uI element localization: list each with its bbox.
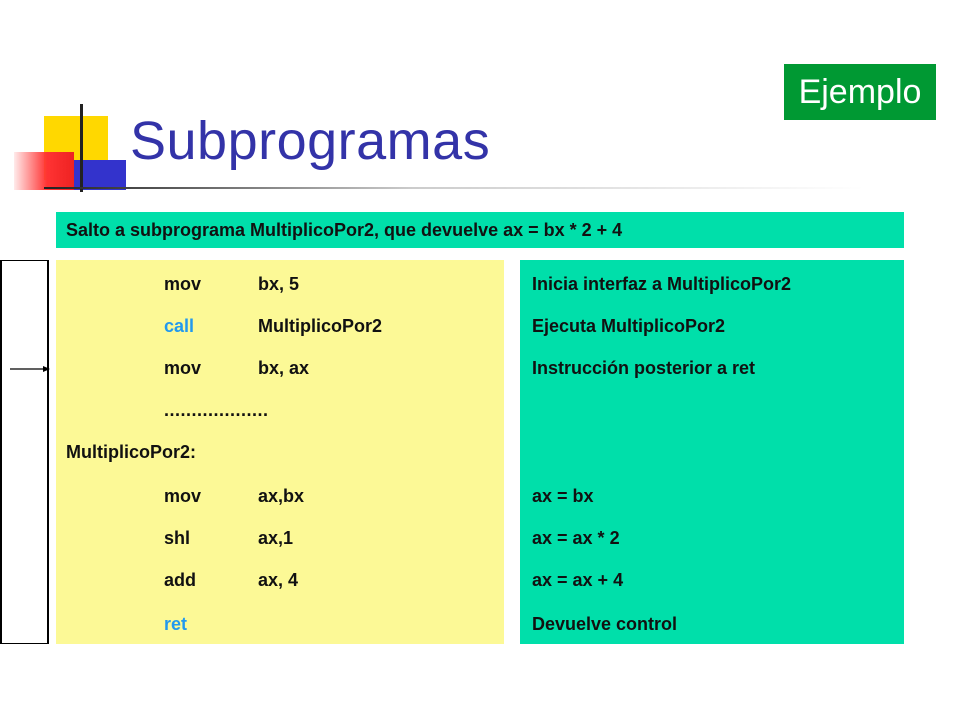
code-arg: MultiplicoPor2 [258,316,383,336]
code-description: Instrucción posterior a ret [532,358,756,378]
flow-bracket [0,260,48,644]
code-description: Ejecuta MultiplicoPor2 [532,316,726,336]
code-arg: bx, ax [258,358,310,378]
code-panel [56,260,504,644]
example-badge: Ejemplo [784,64,936,120]
decor-vertical-line [80,104,83,192]
flow-bracket-edge [47,260,49,644]
decor-horizontal-rule [44,187,864,189]
code-label: MultiplicoPor2: [66,442,196,462]
code-description: ax = ax * 2 [532,528,620,548]
code-description: Devuelve control [532,614,678,634]
code-op: add [164,570,197,590]
code-op-ret: ret [164,614,188,634]
code-op-call: call [164,316,195,336]
code-description: Inicia interfaz a MultiplicoPor2 [532,274,792,294]
code-arg: ax, 4 [258,570,299,590]
code-arg: ax,bx [258,486,305,506]
code-ellipsis: ................... [164,400,269,420]
code-arg: bx, 5 [258,274,300,294]
decor-red-square [14,152,74,190]
code-arg: ax,1 [258,528,294,548]
slide-subtitle: Salto a subprograma MultiplicoPor2, que devuelve ax = bx * 2 + 4 [56,212,904,248]
slide-title: Subprogramas [130,111,491,171]
code-op: mov [164,358,202,378]
code-description: ax = ax + 4 [532,570,624,590]
description-panel [520,260,904,644]
code-op: mov [164,274,202,294]
code-op: mov [164,486,202,506]
code-description: ax = bx [532,486,594,506]
code-op: shl [164,528,191,548]
return-arrow-icon [10,366,50,372]
